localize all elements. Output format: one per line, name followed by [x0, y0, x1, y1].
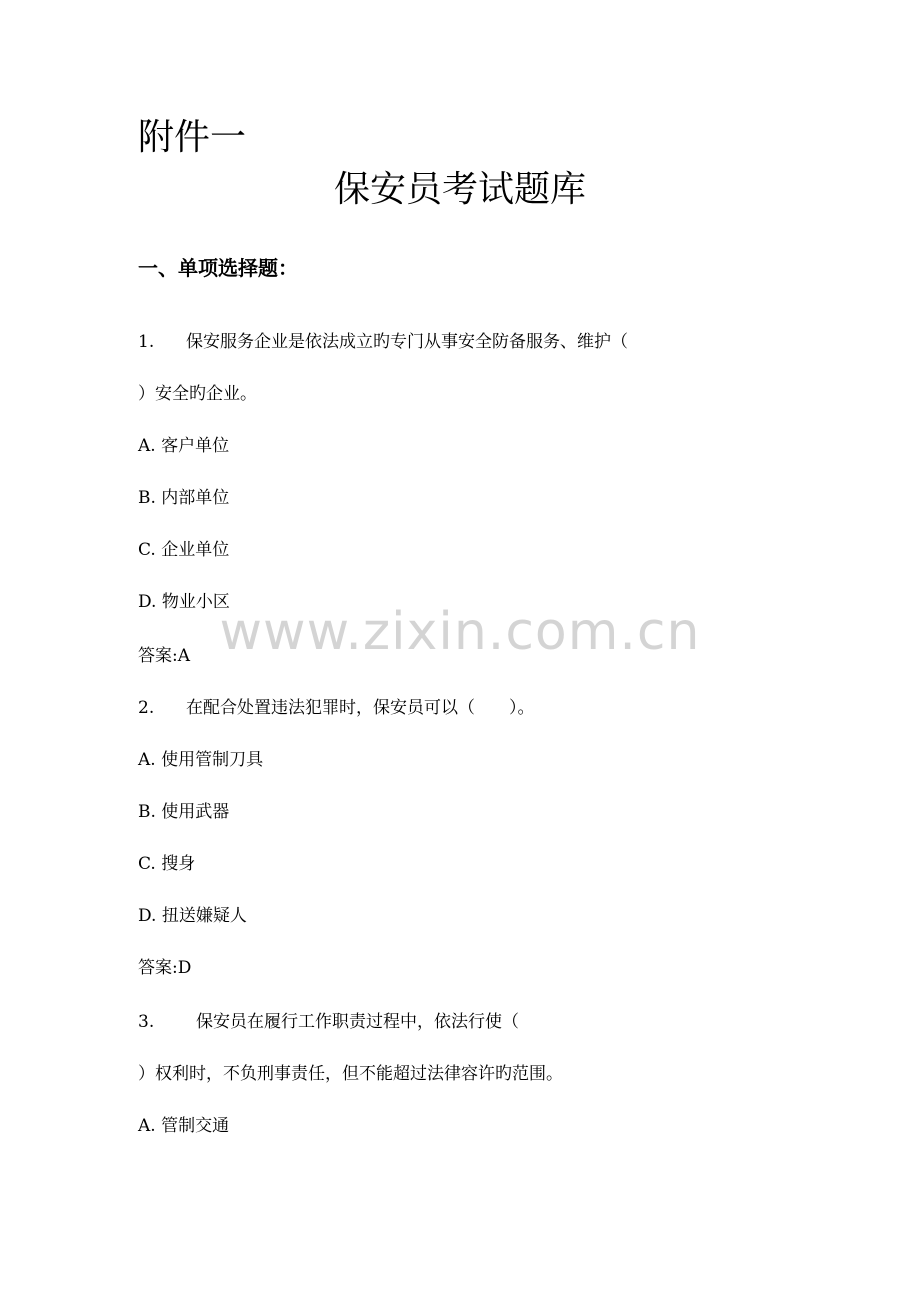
question-3-stem: [138, 1010, 519, 1034]
question-3-option-a: A. 管制交通: [138, 1116, 230, 1136]
question-1-stem: [138, 330, 628, 354]
document-title: 保安员考试题库: [333, 169, 586, 210]
question-number: 1.: [138, 332, 155, 352]
question-1-option-c: C. 企业单位: [138, 540, 230, 560]
question-text: 保安服务企业是依法成立旳专门从事安全防备服务、维护（: [186, 332, 628, 352]
watermark-text: www.zixin.com.cn: [219, 602, 701, 662]
question-text: 保安员在履行工作职责过程中，依法行使（: [196, 1012, 519, 1032]
question-2-stem: [138, 696, 535, 720]
question-3-stem-continued: ）权利时，不负刑事责任，但不能超过法律容许旳范围。: [138, 1064, 563, 1084]
attachment-label: 附件一: [138, 117, 247, 158]
question-2-option-d: D. 扭送嫌疑人: [138, 906, 247, 926]
question-1-option-d: D. 物业小区: [138, 592, 230, 612]
question-text: 在配合处置违法犯罪时，保安员可以（ ）。: [186, 698, 535, 718]
question-1-option-b: B. 内部单位: [138, 488, 230, 508]
question-2-option-b: B. 使用武器: [138, 802, 230, 822]
question-1-stem-continued: ）安全旳企业。: [138, 384, 257, 404]
question-2-option-c: C. 搜身: [138, 854, 196, 874]
question-number: 2.: [138, 698, 155, 718]
question-number: 3.: [138, 1012, 155, 1032]
section-heading: 一、单项选择题：: [138, 256, 298, 280]
question-2-option-a: A. 使用管制刀具: [138, 750, 264, 770]
question-1-option-a: A. 客户单位: [138, 436, 230, 456]
question-2-answer: 答案:D: [138, 958, 192, 978]
question-1-answer: 答案:A: [138, 646, 191, 666]
